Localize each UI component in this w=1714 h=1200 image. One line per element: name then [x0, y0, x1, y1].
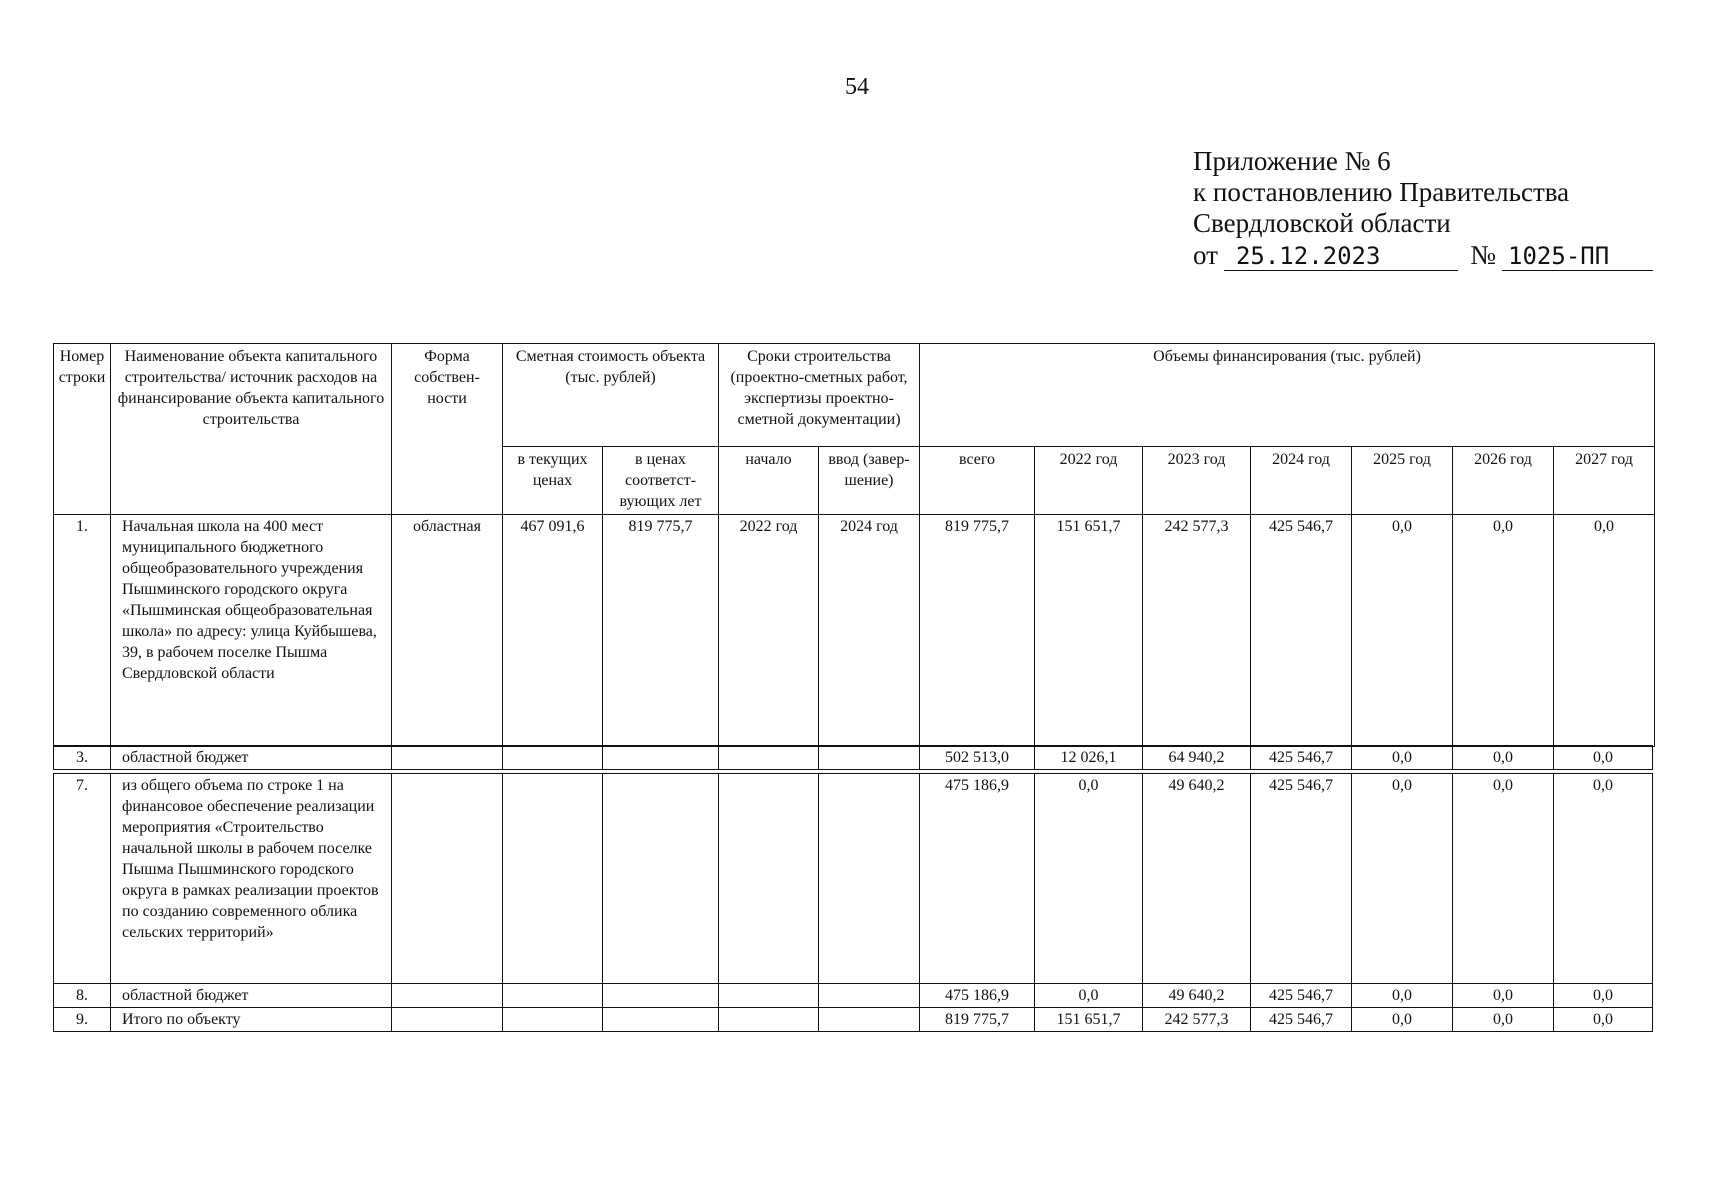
decree-date-number	[1193, 240, 1653, 271]
header-total: всего	[920, 447, 1035, 515]
row-number: 3.	[54, 746, 111, 770]
value-2024: 425 546,7	[1251, 984, 1352, 1008]
term-start: 2022 год	[719, 515, 819, 747]
number-label: №	[1470, 240, 1497, 270]
decree-number: 1025-ПП	[1502, 242, 1653, 271]
regional-budget-table	[53, 745, 1653, 770]
value-2022: 0,0	[1035, 984, 1143, 1008]
header-2023: 2023 год	[1143, 447, 1251, 515]
term-end: 2024 год	[819, 515, 920, 747]
total: 502 513,0	[920, 746, 1035, 770]
appendix-decree: к постановлению Правительства	[1193, 177, 1570, 207]
page-number: 54	[845, 74, 869, 100]
header-row-number: Номер строки	[54, 344, 111, 515]
table-row	[54, 1008, 1653, 1032]
cost-respective: 819 775,7	[603, 515, 719, 747]
value-2023: 242 577,3	[1143, 515, 1251, 747]
value-2025: 0,0	[1352, 746, 1453, 770]
appendix-region: Свердловской области	[1193, 208, 1451, 238]
row-number: 9.	[54, 1008, 111, 1032]
value-2027: 0,0	[1554, 774, 1653, 984]
header-2026: 2026 год	[1453, 447, 1554, 515]
value-2023: 242 577,3	[1143, 1008, 1251, 1032]
row-number: 1.	[54, 515, 111, 747]
total: 475 186,9	[920, 984, 1035, 1008]
value-2022: 12 026,1	[1035, 746, 1143, 770]
value-2027: 0,0	[1554, 746, 1653, 770]
value-2023: 64 940,2	[1143, 746, 1251, 770]
value-2025: 0,0	[1352, 1008, 1453, 1032]
header-2027: 2027 год	[1554, 447, 1655, 515]
total: 475 186,9	[920, 774, 1035, 984]
object-name: Начальная школа на 400 мест муниципального бюджетного общеобразовательного учреждения Пышминского городского округа «Пышминская общеобразовательная школа» по адресу: улица Куйбышева, 39, в рабочем поселке Пышма Свердловской области	[111, 515, 392, 747]
value-2022: 0,0	[1035, 774, 1143, 984]
total: 819 775,7	[920, 1008, 1035, 1032]
header-financing: Объемы финансирования (тыс. рублей)	[920, 344, 1655, 447]
header-term-end: ввод (завер-шение)	[819, 447, 920, 515]
header-cost-current: в текущих ценах	[503, 447, 603, 515]
header-term-start: начало	[719, 447, 819, 515]
value-2027: 0,0	[1554, 515, 1655, 747]
object-name: областной бюджет	[111, 746, 392, 770]
value-2023: 49 640,2	[1143, 774, 1251, 984]
activity-financing-table	[53, 773, 1653, 1032]
header-estimated-cost: Сметная стоимость объекта (тыс. рублей)	[503, 344, 719, 447]
value-2026: 0,0	[1453, 515, 1554, 747]
appendix-block	[1193, 146, 1653, 271]
header-2025: 2025 год	[1352, 447, 1453, 515]
header-2024: 2024 год	[1251, 447, 1352, 515]
object-name: Итого по объекту	[111, 1008, 392, 1032]
total: 819 775,7	[920, 515, 1035, 747]
value-2023: 49 640,2	[1143, 984, 1251, 1008]
value-2026: 0,0	[1453, 746, 1554, 770]
value-2026: 0,0	[1453, 1008, 1554, 1032]
value-2024: 425 546,7	[1251, 1008, 1352, 1032]
header-construction-terms: Сроки строительства (проектно-сметных работ, экспертизы проектно-сметной документации)	[719, 344, 920, 447]
value-2026: 0,0	[1453, 984, 1554, 1008]
appendix-title: Приложение № 6	[1193, 146, 1391, 176]
cost-current: 467 091,6	[503, 515, 603, 747]
row-number: 8.	[54, 984, 111, 1008]
object-name: областной бюджет	[111, 984, 392, 1008]
decree-date: 25.12.2023	[1224, 242, 1458, 271]
financing-table	[53, 343, 1655, 747]
header-2022: 2022 год	[1035, 447, 1143, 515]
header-cost-respective: в ценах соответст-вующих лет	[603, 447, 719, 515]
value-2026: 0,0	[1453, 774, 1554, 984]
value-2025: 0,0	[1352, 984, 1453, 1008]
object-name: из общего объема по строке 1 на финансовое обеспечение реализации мероприятия «Строительство начальной школы в рабочем поселке Пышма Пышминского городского округа в рамках реализации проектов по созданию современного облика сельских территорий»	[111, 774, 392, 984]
row-number: 7.	[54, 774, 111, 984]
value-2027: 0,0	[1554, 1008, 1653, 1032]
from-label: от	[1193, 240, 1218, 270]
table-row	[54, 746, 1653, 770]
header-ownership: Форма собствен-ности	[392, 344, 503, 515]
value-2025: 0,0	[1352, 515, 1453, 747]
value-2024: 425 546,7	[1251, 515, 1352, 747]
table-row	[54, 515, 1655, 747]
ownership: областная	[392, 515, 503, 747]
header-object-name: Наименование объекта капитального строительства/ источник расходов на финансирование объекта капитального строительства	[111, 344, 392, 515]
table-row	[54, 984, 1653, 1008]
value-2025: 0,0	[1352, 774, 1453, 984]
value-2022: 151 651,7	[1035, 515, 1143, 747]
value-2022: 151 651,7	[1035, 1008, 1143, 1032]
value-2027: 0,0	[1554, 984, 1653, 1008]
value-2024: 425 546,7	[1251, 774, 1352, 984]
table-row	[54, 774, 1653, 984]
value-2024: 425 546,7	[1251, 746, 1352, 770]
